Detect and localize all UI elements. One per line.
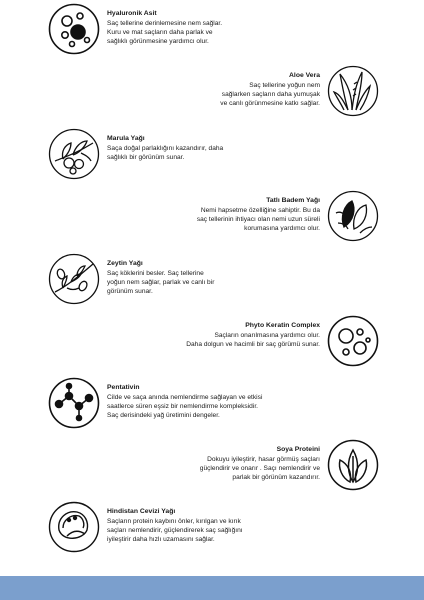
ingredient-title: Zeytin Yağı [107, 260, 143, 267]
ingredient-desc-line: Daha dolgun ve hacimli bir saç görümü sunar. [186, 341, 320, 348]
ingredient-desc-line: Saç tellerine yoğun nem [249, 82, 320, 89]
footer-band [0, 576, 424, 600]
ingredient-desc-line: Saç köklerini besler. Saç tellerine [107, 270, 204, 277]
ingredient-desc-line: Saça doğal parlaklığını kazandırır, daha [107, 145, 224, 152]
ingredient-title: Hyaluronik Asit [107, 10, 157, 17]
ingredient-hyaluronik-asit [0, 2, 424, 66]
molecule-chain-icon [47, 376, 101, 430]
almond-icon [326, 189, 380, 243]
keratin-bubbles-icon [326, 314, 380, 368]
ingredient-desc-line: yoğun nem sağlar, parlak ve canlı bir [107, 279, 215, 286]
soy-sprout-icon [326, 438, 380, 492]
ingredient-desc-line: Nemi hapsetme özelliğine sahiptir. Bu da [200, 207, 320, 214]
ingredient-title: Tatlı Badem Yağı [266, 197, 320, 204]
ingredient-title: Hindistan Cevizi Yağı [107, 508, 176, 515]
ingredient-desc-line: Saçların onarılmasına yardımcı olur. [214, 332, 320, 339]
ingredient-hindistan-cevizi-yagi [0, 500, 424, 564]
ingredient-desc-line: sağlıklı bir görünüm sunar. [107, 154, 185, 161]
ingredient-title: Pentativin [107, 384, 140, 391]
ingredient-desc-line: Saç tellerine derinlemesine nem sağlar. [107, 20, 223, 27]
ingredient-soya-proteini [0, 438, 424, 502]
ingredient-title: Phyto Keratin Complex [245, 322, 320, 329]
ingredient-desc-line: sağlıklı görünmesine yardımcı olur. [107, 38, 209, 45]
marula-branch-icon [47, 127, 101, 181]
ingredient-desc-line: Saç derisindeki yağ üretimini dengeler. [107, 412, 220, 419]
ingredient-zeytin-yagi [0, 252, 424, 316]
ingredient-pentativin [0, 376, 424, 440]
ingredient-title: Soya Proteini [276, 446, 320, 453]
ingredient-desc-line: saçları nemlendirir, güçlendirerek saç sağlığını [107, 527, 243, 534]
ingredient-title: Aloe Vera [289, 72, 320, 79]
olive-branch-icon [47, 252, 101, 306]
ingredient-desc-line: görünüm sunar. [107, 288, 153, 295]
ingredient-desc-line: Saçların protein kaybını önler, kırılgan ve kırık [107, 518, 241, 525]
ingredient-phyto-keratin-complex [0, 314, 424, 378]
ingredient-desc-line: saç tellerinin ihtiyacı olan nemi uzun süreli [196, 216, 320, 223]
ingredient-aloe-vera [0, 64, 424, 128]
ingredient-desc-line: korumasına yardımcı olur. [244, 225, 320, 232]
ingredient-marula-yagi [0, 127, 424, 191]
ingredient-desc-line: ve canlı görünmesine katkı sağlar. [220, 100, 320, 107]
ingredient-desc-line: sağlarken saçların daha yumuşak [221, 91, 320, 98]
ingredient-desc-line: parlak bir görünüm kazandırır. [232, 474, 320, 481]
ingredient-desc-line: saatlerce süren eşsiz bir nemlendirme kompleksidir. [107, 403, 258, 410]
ingredient-desc-line: güçlendirir ve onarır . Saçı nemlendirir ve [199, 465, 320, 472]
ingredient-desc-line: Kuru ve mat saçların daha parlak ve [107, 29, 213, 36]
ingredient-desc-line: iyileştirir daha hızlı uzamasını sağlar. [107, 536, 215, 543]
ingredient-title: Marula Yağı [107, 135, 145, 142]
molecule-bubbles-icon [47, 2, 101, 56]
ingredient-tatli-badem-yagi [0, 189, 424, 253]
aloe-leaves-icon [326, 64, 380, 118]
ingredient-desc-line: Cilde ve saça anında nemlendirme sağlayan ve etkisi [107, 394, 263, 401]
coconut-icon [47, 500, 101, 554]
ingredient-desc-line: Dokuyu iyileştirir, hasar görmüş saçları [207, 456, 320, 463]
